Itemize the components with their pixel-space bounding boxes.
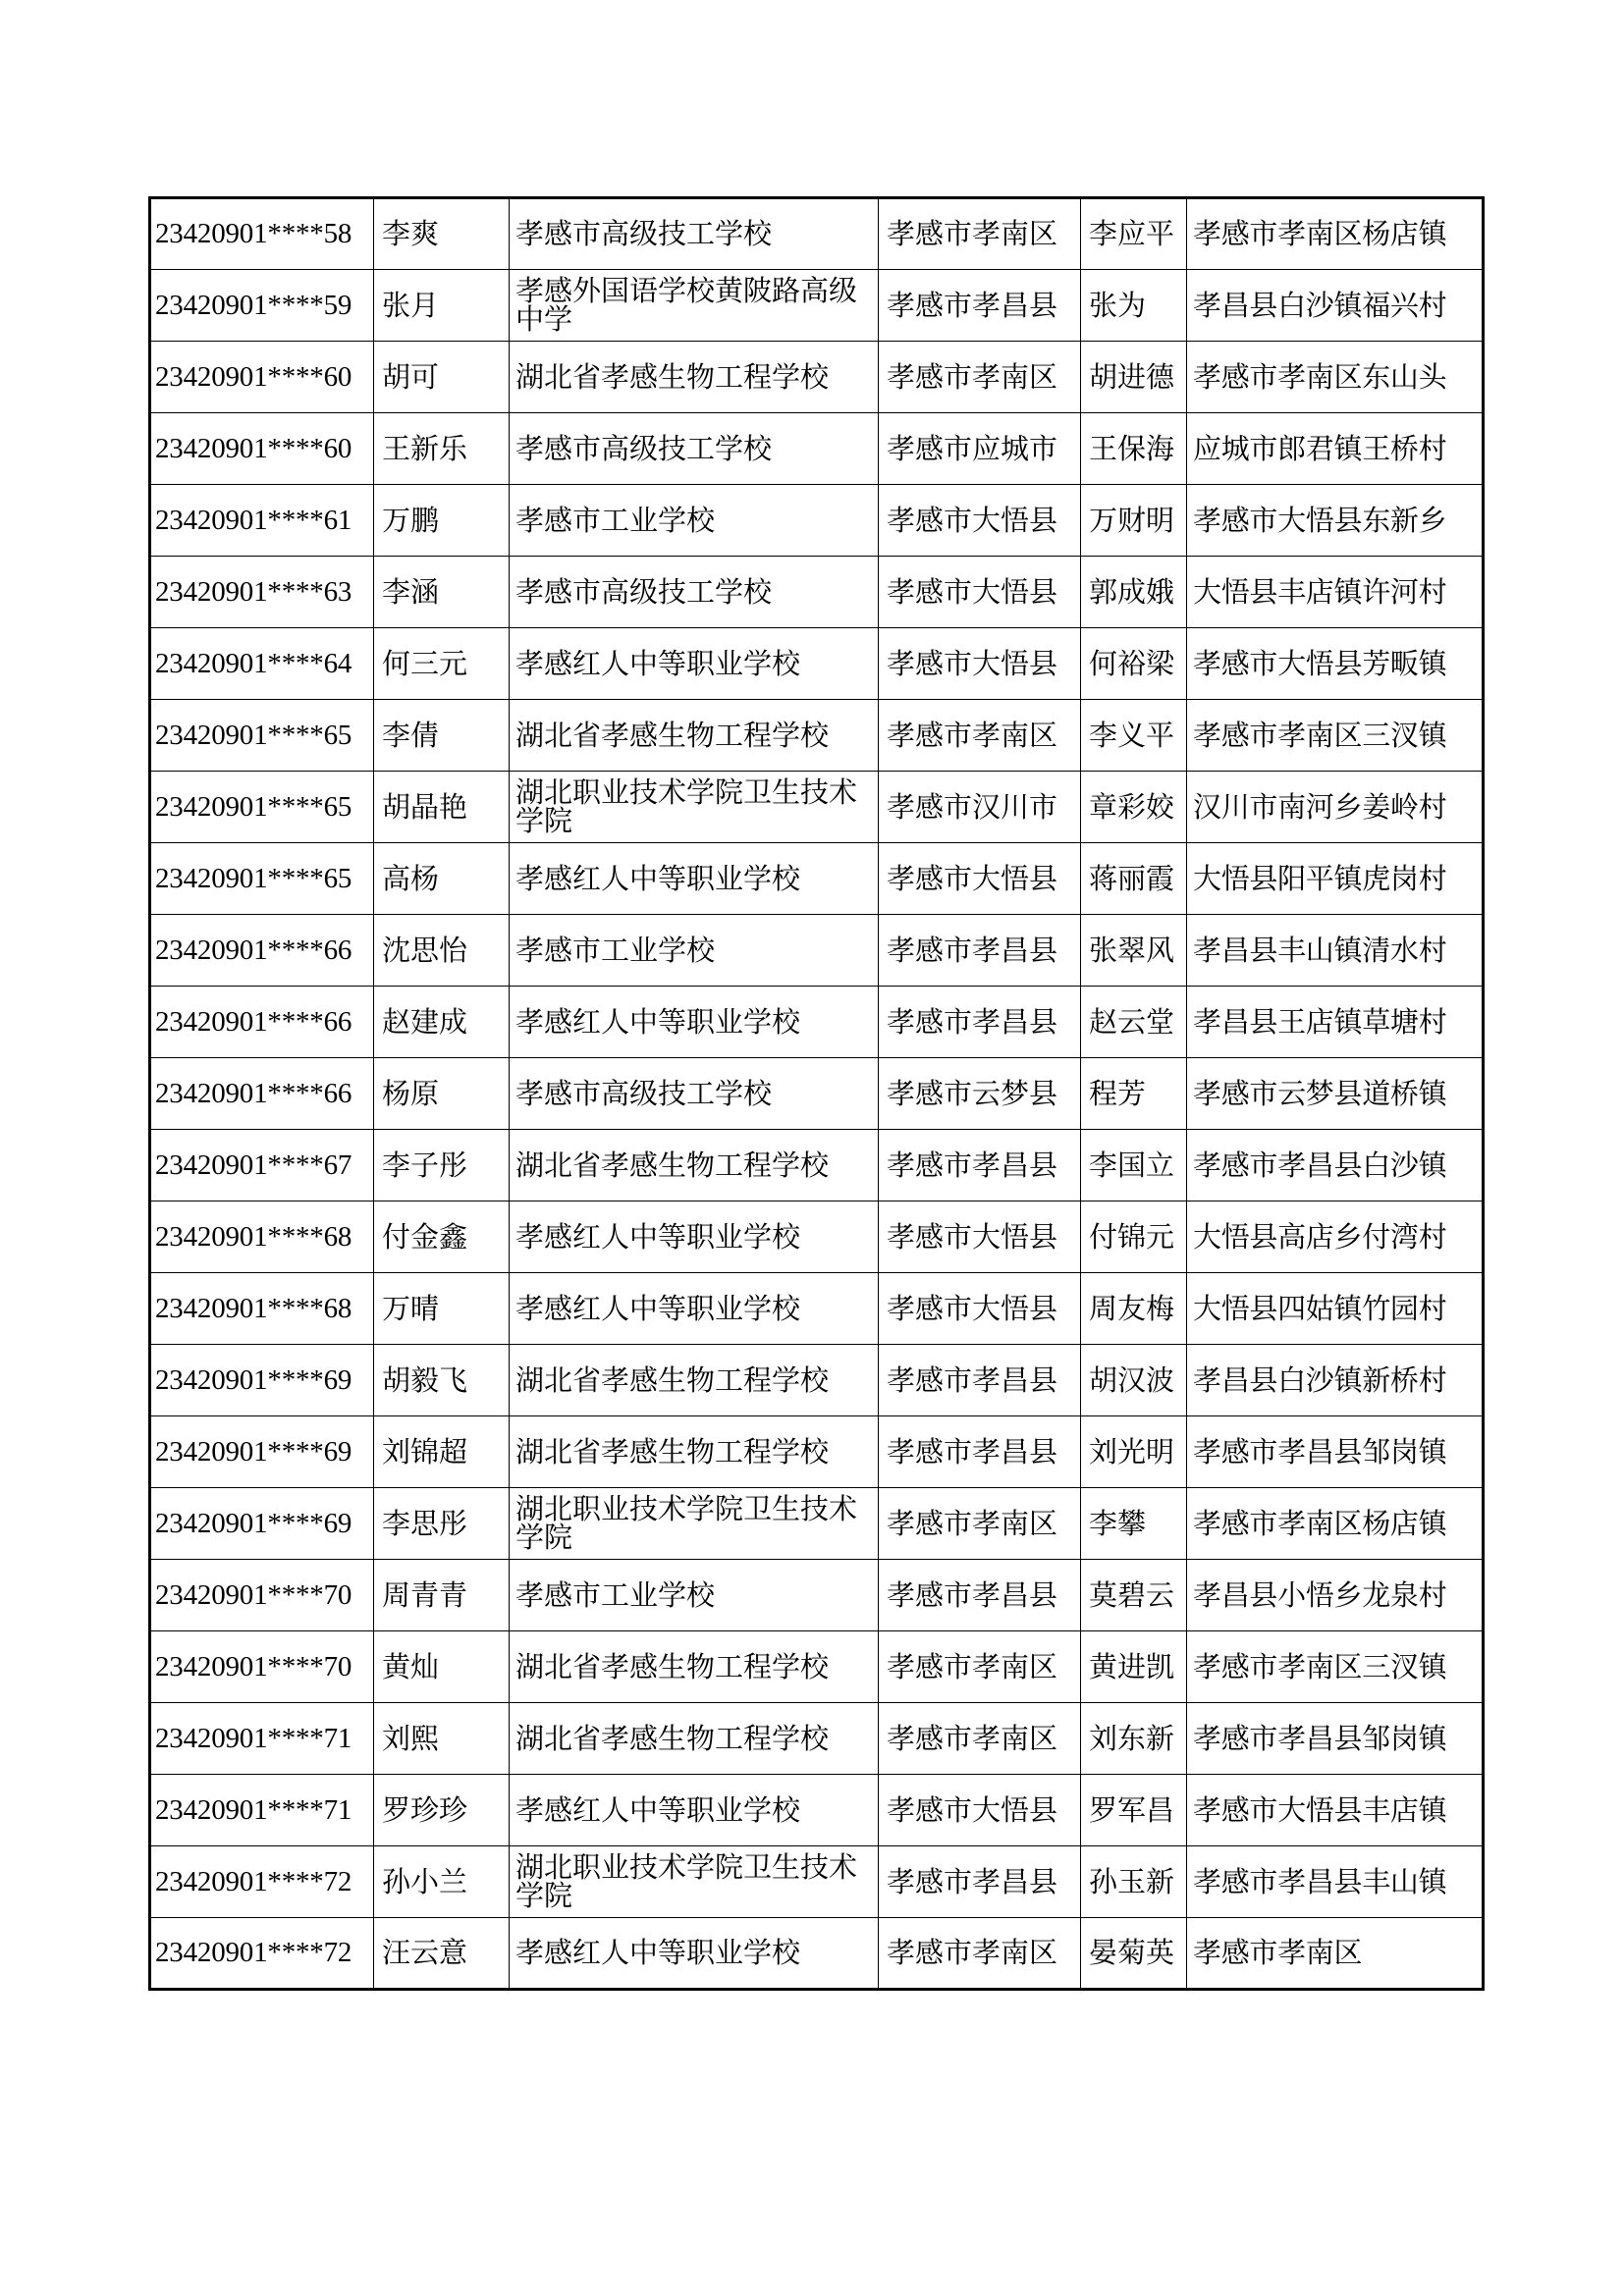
region-cell: 孝感市孝昌县 [879,1345,1081,1416]
student-id-cell: 23420901****60 [150,413,374,485]
region-cell: 孝感市孝南区 [879,1703,1081,1775]
region-cell: 孝感市大悟县 [879,557,1081,628]
address-cell: 孝感市孝南区东山头 [1187,342,1484,413]
region-cell: 孝感市孝南区 [879,700,1081,772]
school-cell: 湖北职业技术学院卫生技术学院 [510,772,879,843]
school-cell: 孝感市高级技工学校 [510,198,879,270]
table-row [150,1918,1484,1990]
address-cell: 孝感市云梦县道桥镇 [1187,1058,1484,1130]
school-cell: 孝感市工业学校 [510,915,879,987]
student-id-cell: 23420901****61 [150,485,374,557]
region-cell: 孝感市大悟县 [879,1201,1081,1273]
table-row [150,1846,1484,1918]
region-cell: 孝感市大悟县 [879,485,1081,557]
school-cell: 孝感红人中等职业学校 [510,628,879,700]
guardian-name-cell: 张翠风 [1081,915,1187,987]
address-cell: 孝感市孝昌县丰山镇 [1187,1846,1484,1918]
address-cell: 孝感市孝南区 [1187,1918,1484,1990]
region-cell: 孝感市孝昌县 [879,1560,1081,1631]
student-name-cell: 周青青 [374,1560,510,1631]
school-cell: 孝感市高级技工学校 [510,557,879,628]
table-row [150,342,1484,413]
address-cell: 孝昌县丰山镇清水村 [1187,915,1484,987]
table-row [150,628,1484,700]
table-row [150,1488,1484,1560]
address-cell: 孝感市大悟县东新乡 [1187,485,1484,557]
table-row [150,915,1484,987]
student-id-cell: 23420901****66 [150,915,374,987]
table-row [150,772,1484,843]
school-cell: 孝感市高级技工学校 [510,1058,879,1130]
student-id-cell: 23420901****66 [150,987,374,1058]
student-id-cell: 23420901****71 [150,1775,374,1846]
guardian-name-cell: 胡进德 [1081,342,1187,413]
student-id-cell: 23420901****64 [150,628,374,700]
table-row [150,1631,1484,1703]
address-cell: 大悟县阳平镇虎岗村 [1187,843,1484,915]
address-cell: 汉川市南河乡姜岭村 [1187,772,1484,843]
guardian-name-cell: 万财明 [1081,485,1187,557]
region-cell: 孝感市应城市 [879,413,1081,485]
guardian-name-cell: 赵云堂 [1081,987,1187,1058]
table-row [150,1416,1484,1488]
school-cell: 湖北省孝感生物工程学校 [510,1416,879,1488]
school-cell: 孝感红人中等职业学校 [510,1273,879,1345]
table-row [150,485,1484,557]
student-id-cell: 23420901****65 [150,843,374,915]
student-id-cell: 23420901****69 [150,1488,374,1560]
table-row [150,1345,1484,1416]
table-row [150,413,1484,485]
address-cell: 大悟县四姑镇竹园村 [1187,1273,1484,1345]
address-cell: 大悟县丰店镇许河村 [1187,557,1484,628]
school-cell: 湖北职业技术学院卫生技术学院 [510,1846,879,1918]
guardian-name-cell: 黄进凯 [1081,1631,1187,1703]
table-row [150,700,1484,772]
guardian-name-cell: 付锦元 [1081,1201,1187,1273]
student-name-cell: 胡毅飞 [374,1345,510,1416]
student-name-cell: 黄灿 [374,1631,510,1703]
guardian-name-cell: 何裕梁 [1081,628,1187,700]
region-cell: 孝感市孝昌县 [879,1130,1081,1201]
table-row [150,1703,1484,1775]
school-cell: 湖北职业技术学院卫生技术学院 [510,1488,879,1560]
student-id-cell: 23420901****59 [150,270,374,342]
student-id-cell: 23420901****69 [150,1416,374,1488]
student-id-cell: 23420901****70 [150,1631,374,1703]
guardian-name-cell: 郭成娥 [1081,557,1187,628]
school-cell: 孝感红人中等职业学校 [510,843,879,915]
table-row [150,1201,1484,1273]
student-name-cell: 孙小兰 [374,1846,510,1918]
student-id-cell: 23420901****71 [150,1703,374,1775]
student-name-cell: 李子彤 [374,1130,510,1201]
school-cell: 孝感红人中等职业学校 [510,1775,879,1846]
guardian-name-cell: 李国立 [1081,1130,1187,1201]
guardian-name-cell: 周友梅 [1081,1273,1187,1345]
region-cell: 孝感市孝昌县 [879,270,1081,342]
school-cell: 孝感红人中等职业学校 [510,1918,879,1990]
school-cell: 孝感市高级技工学校 [510,413,879,485]
school-cell: 湖北省孝感生物工程学校 [510,1703,879,1775]
region-cell: 孝感市孝昌县 [879,987,1081,1058]
guardian-name-cell: 李应平 [1081,198,1187,270]
region-cell: 孝感市孝南区 [879,1918,1081,1990]
guardian-name-cell: 李义平 [1081,700,1187,772]
region-cell: 孝感市汉川市 [879,772,1081,843]
table-row [150,270,1484,342]
student-id-cell: 23420901****72 [150,1846,374,1918]
table-row [150,1058,1484,1130]
school-cell: 湖北省孝感生物工程学校 [510,1130,879,1201]
student-id-cell: 23420901****65 [150,772,374,843]
address-cell: 孝感市大悟县丰店镇 [1187,1775,1484,1846]
guardian-name-cell: 罗军昌 [1081,1775,1187,1846]
student-name-cell: 张月 [374,270,510,342]
region-cell: 孝感市大悟县 [879,1273,1081,1345]
student-id-cell: 23420901****69 [150,1345,374,1416]
region-cell: 孝感市大悟县 [879,1775,1081,1846]
school-cell: 湖北省孝感生物工程学校 [510,700,879,772]
guardian-name-cell: 刘光明 [1081,1416,1187,1488]
table-row [150,1775,1484,1846]
student-name-cell: 汪云意 [374,1918,510,1990]
student-name-cell: 王新乐 [374,413,510,485]
guardian-name-cell: 晏菊英 [1081,1918,1187,1990]
region-cell: 孝感市大悟县 [879,843,1081,915]
table-row [150,1273,1484,1345]
guardian-name-cell: 王保海 [1081,413,1187,485]
student-id-cell: 23420901****72 [150,1918,374,1990]
guardian-name-cell: 李攀 [1081,1488,1187,1560]
region-cell: 孝感市大悟县 [879,628,1081,700]
student-id-cell: 23420901****68 [150,1273,374,1345]
address-cell: 孝感市孝南区杨店镇 [1187,198,1484,270]
region-cell: 孝感市孝昌县 [879,915,1081,987]
student-name-cell: 高杨 [374,843,510,915]
student-id-cell: 23420901****63 [150,557,374,628]
address-cell: 应城市郎君镇王桥村 [1187,413,1484,485]
table-row [150,1560,1484,1631]
address-cell: 孝昌县白沙镇新桥村 [1187,1345,1484,1416]
student-id-cell: 23420901****66 [150,1058,374,1130]
student-name-cell: 李倩 [374,700,510,772]
student-name-cell: 胡可 [374,342,510,413]
address-cell: 孝感市孝南区三汊镇 [1187,700,1484,772]
table-row [150,987,1484,1058]
student-name-cell: 沈思怡 [374,915,510,987]
address-cell: 孝感市大悟县芳畈镇 [1187,628,1484,700]
student-name-cell: 万晴 [374,1273,510,1345]
address-cell: 孝感市孝昌县邹岗镇 [1187,1703,1484,1775]
school-cell: 湖北省孝感生物工程学校 [510,1631,879,1703]
student-name-cell: 罗珍珍 [374,1775,510,1846]
address-cell: 孝感市孝南区三汊镇 [1187,1631,1484,1703]
school-cell: 孝感外国语学校黄陂路高级中学 [510,270,879,342]
region-cell: 孝感市孝昌县 [879,1416,1081,1488]
student-id-cell: 23420901****65 [150,700,374,772]
school-cell: 湖北省孝感生物工程学校 [510,342,879,413]
student-name-cell: 付金鑫 [374,1201,510,1273]
guardian-name-cell: 胡汉波 [1081,1345,1187,1416]
guardian-name-cell: 刘东新 [1081,1703,1187,1775]
region-cell: 孝感市云梦县 [879,1058,1081,1130]
table-row [150,1130,1484,1201]
student-id-cell: 23420901****70 [150,1560,374,1631]
student-name-cell: 刘熙 [374,1703,510,1775]
table-row [150,843,1484,915]
document-page [148,196,1482,1991]
guardian-name-cell: 莫碧云 [1081,1560,1187,1631]
school-cell: 孝感市工业学校 [510,485,879,557]
student-id-cell: 23420901****60 [150,342,374,413]
region-cell: 孝感市孝昌县 [879,1846,1081,1918]
student-roster-table [148,196,1485,1991]
student-name-cell: 胡晶艳 [374,772,510,843]
region-cell: 孝感市孝南区 [879,342,1081,413]
student-name-cell: 杨原 [374,1058,510,1130]
student-name-cell: 李思彤 [374,1488,510,1560]
guardian-name-cell: 章彩姣 [1081,772,1187,843]
table-row [150,557,1484,628]
student-name-cell: 李爽 [374,198,510,270]
student-id-cell: 23420901****68 [150,1201,374,1273]
address-cell: 孝昌县白沙镇福兴村 [1187,270,1484,342]
address-cell: 孝感市孝南区杨店镇 [1187,1488,1484,1560]
guardian-name-cell: 张为 [1081,270,1187,342]
address-cell: 孝昌县王店镇草塘村 [1187,987,1484,1058]
address-cell: 孝感市孝昌县邹岗镇 [1187,1416,1484,1488]
region-cell: 孝感市孝南区 [879,198,1081,270]
student-name-cell: 何三元 [374,628,510,700]
region-cell: 孝感市孝南区 [879,1631,1081,1703]
student-name-cell: 赵建成 [374,987,510,1058]
address-cell: 孝感市孝昌县白沙镇 [1187,1130,1484,1201]
guardian-name-cell: 程芳 [1081,1058,1187,1130]
school-cell: 孝感红人中等职业学校 [510,1201,879,1273]
student-name-cell: 刘锦超 [374,1416,510,1488]
school-cell: 孝感红人中等职业学校 [510,987,879,1058]
student-name-cell: 万鹏 [374,485,510,557]
student-name-cell: 李涵 [374,557,510,628]
school-cell: 孝感市工业学校 [510,1560,879,1631]
student-id-cell: 23420901****67 [150,1130,374,1201]
region-cell: 孝感市孝南区 [879,1488,1081,1560]
address-cell: 大悟县高店乡付湾村 [1187,1201,1484,1273]
table-row [150,198,1484,270]
roster-body [150,198,1484,1990]
school-cell: 湖北省孝感生物工程学校 [510,1345,879,1416]
guardian-name-cell: 蒋丽霞 [1081,843,1187,915]
guardian-name-cell: 孙玉新 [1081,1846,1187,1918]
student-id-cell: 23420901****58 [150,198,374,270]
address-cell: 孝昌县小悟乡龙泉村 [1187,1560,1484,1631]
